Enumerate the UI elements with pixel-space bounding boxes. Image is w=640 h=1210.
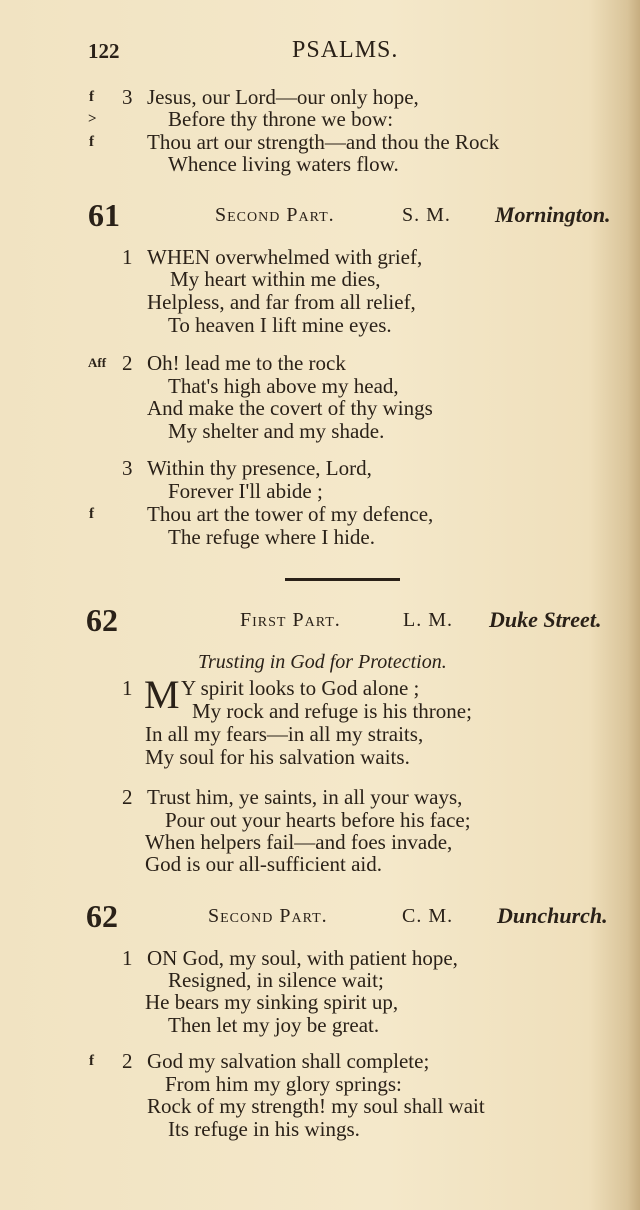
verse-line: In all my fears—in all my straits, (145, 722, 424, 746)
verse-line: Before thy throne we bow: (168, 107, 394, 131)
verse-line: Pour out your hearts before his face; (165, 808, 471, 832)
psalm-metre: S. M. (402, 204, 451, 226)
verse-line: From him my glory springs: (165, 1072, 402, 1096)
verse-line: That's high above my head, (168, 374, 399, 398)
tune-name: Dunchurch. (497, 903, 608, 928)
psalm-number: 62 (86, 602, 118, 638)
verse-line: Thou art our strength—and thou the Rock (147, 130, 500, 154)
verse-line: Y spirit looks to God alone ; (181, 676, 420, 700)
psalm-number: 62 (86, 898, 118, 934)
verse-number: 1 (122, 245, 133, 269)
verse-line: Rock of my strength! my soul shall wait (147, 1094, 485, 1118)
verse-number: 1 (122, 946, 133, 970)
verse-line: Forever I'll abide ; (168, 479, 323, 503)
verse-line: When helpers fail—and foes invade, (145, 830, 453, 854)
dynamic-mark: > (88, 111, 97, 127)
verse-line: My soul for his salvation waits. (145, 745, 410, 769)
psalm-metre: L. M. (403, 609, 453, 631)
dynamic-mark: Aff (88, 355, 107, 370)
verse-line: Then let my joy be great. (168, 1013, 380, 1037)
tune-name: Duke Street. (489, 607, 602, 632)
verse-line: My heart within me dies, (170, 267, 381, 291)
verse-line: God my salvation shall complete; (147, 1049, 430, 1073)
verse-line: Trust him, ye saints, in all your ways, (147, 785, 463, 809)
verse-line: God is our all-sufficient aid. (145, 852, 382, 876)
dynamic-mark: f (89, 89, 94, 105)
verse-number: 2 (122, 1049, 133, 1073)
verse-line: Helpless, and far from all relief, (147, 290, 416, 314)
psalm-number: 61 (88, 197, 120, 233)
verse-line: My rock and refuge is his throne; (192, 699, 472, 723)
tune-name: Mornington. (495, 202, 611, 227)
verse-number: 3 (122, 85, 133, 109)
verse-line: Resigned, in silence wait; (168, 968, 384, 992)
verse-line: Jesus, our Lord—our only hope, (147, 85, 419, 109)
verse-line: And make the covert of thy wings (147, 396, 433, 420)
hymn-subtitle: Trusting in God for Protection. (198, 651, 447, 673)
verse-number: 2 (122, 351, 133, 375)
verse-number: 3 (122, 456, 133, 480)
verse-line: Thou art the tower of my defence, (147, 502, 434, 526)
drop-cap: M (144, 672, 180, 717)
verse-line: Within thy presence, Lord, (147, 456, 372, 480)
section-divider (285, 578, 400, 581)
psalm-part: Second Part. (208, 905, 328, 927)
page-number: 122 (88, 39, 120, 63)
verse-line: To heaven I lift mine eyes. (168, 313, 392, 337)
verse-line: He bears my sinking spirit up, (145, 990, 399, 1014)
psalm-part: Second Part. (215, 204, 335, 226)
running-title: PSALMS. (292, 37, 399, 63)
verse-number: 1 (122, 676, 133, 700)
verse-line: Whence living waters flow. (168, 152, 399, 176)
verse-line: The refuge where I hide. (168, 525, 375, 549)
dynamic-mark: f (89, 506, 94, 522)
verse-line: My shelter and my shade. (168, 419, 385, 443)
dynamic-mark: f (89, 1053, 94, 1069)
verse-line: Oh! lead me to the rock (147, 351, 346, 375)
verse-line: Its refuge in his wings. (168, 1117, 360, 1141)
verse-number: 2 (122, 785, 133, 809)
dynamic-mark: f (89, 134, 94, 150)
verse-line: ON God, my soul, with patient hope, (147, 946, 458, 970)
psalm-part: First Part. (240, 609, 341, 631)
psalm-metre: C. M. (402, 905, 454, 927)
verse-line: WHEN overwhelmed with grief, (147, 245, 423, 269)
